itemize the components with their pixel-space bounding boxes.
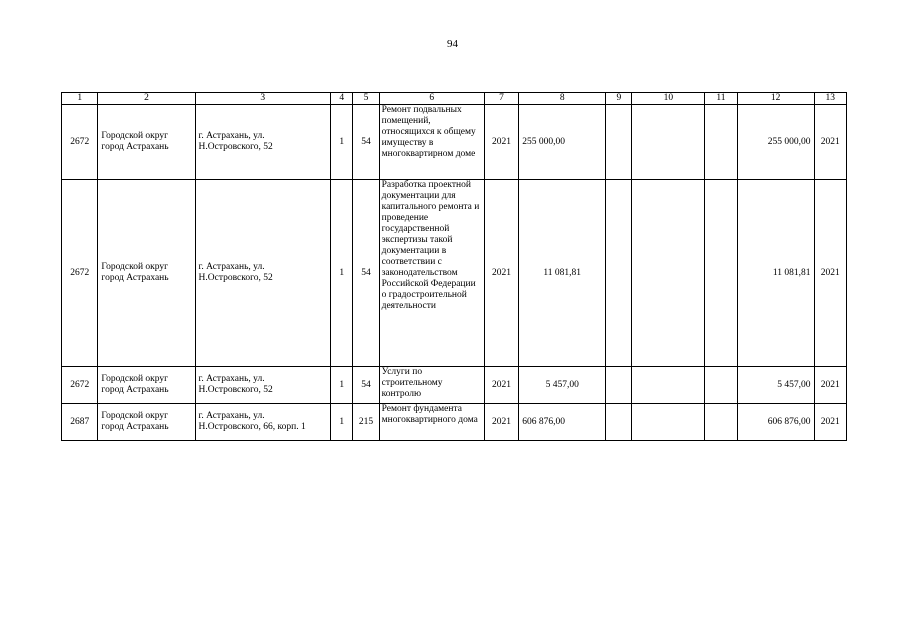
cell-municipality: Городской округ город Астрахань bbox=[98, 367, 195, 404]
cell-col12: 606 876,00 bbox=[737, 404, 814, 441]
cell-year: 2021 bbox=[484, 404, 518, 441]
register-table bbox=[61, 92, 847, 441]
table-header-row bbox=[62, 93, 847, 105]
cell-year: 2021 bbox=[484, 367, 518, 404]
header-cell: 4 bbox=[331, 93, 353, 105]
cell-col12: 11 081,81 bbox=[737, 180, 814, 367]
cell-col9 bbox=[606, 404, 632, 441]
cell-col13: 2021 bbox=[814, 404, 846, 441]
header-cell: 3 bbox=[195, 93, 331, 105]
header-cell: 8 bbox=[519, 93, 606, 105]
cell-address: г. Астрахань, ул. Н.Островского, 52 bbox=[195, 367, 331, 404]
cell-col10 bbox=[632, 105, 705, 180]
cell-year: 2021 bbox=[484, 180, 518, 367]
cell-col9 bbox=[606, 367, 632, 404]
cell-col4: 1 bbox=[331, 367, 353, 404]
cell-col11 bbox=[705, 367, 737, 404]
header-cell: 2 bbox=[98, 93, 195, 105]
cell-col4: 1 bbox=[331, 105, 353, 180]
cell-col4: 1 bbox=[331, 404, 353, 441]
cell-col10 bbox=[632, 180, 705, 367]
header-cell: 12 bbox=[737, 93, 814, 105]
cell-cost: 5 457,00 bbox=[519, 367, 606, 404]
header-cell: 13 bbox=[814, 93, 846, 105]
cell-cost: 255 000,00 bbox=[519, 105, 606, 180]
table-row bbox=[62, 180, 847, 367]
cell-municipality: Городской округ город Астрахань bbox=[98, 180, 195, 367]
cell-id: 2672 bbox=[62, 367, 98, 404]
cell-work-type: Услуги по строительному контролю bbox=[379, 367, 484, 404]
cell-col11 bbox=[705, 404, 737, 441]
cell-address: г. Астрахань, ул. Н.Островского, 52 bbox=[195, 105, 331, 180]
cell-col4: 1 bbox=[331, 180, 353, 367]
cell-id: 2672 bbox=[62, 105, 98, 180]
cell-col13: 2021 bbox=[814, 180, 846, 367]
cell-col10 bbox=[632, 367, 705, 404]
cell-col12: 5 457,00 bbox=[737, 367, 814, 404]
cell-work-type: Разработка проектной документации для капитального ремонта и проведение государственной экспертизы такой документации в соответствии с законодательством Российской Федерации о градостроительной деятельности bbox=[379, 180, 484, 367]
cell-col5: 54 bbox=[353, 180, 379, 367]
table-row bbox=[62, 367, 847, 404]
cell-col5: 215 bbox=[353, 404, 379, 441]
cell-year: 2021 bbox=[484, 105, 518, 180]
cell-address: г. Астрахань, ул. Н.Островского, 52 bbox=[195, 180, 331, 367]
table-row bbox=[62, 404, 847, 441]
cell-work-type: Ремонт фундамента многоквартирного дома bbox=[379, 404, 484, 441]
header-cell: 9 bbox=[606, 93, 632, 105]
cell-cost: 606 876,00 bbox=[519, 404, 606, 441]
page-number: 94 bbox=[447, 38, 458, 50]
cell-col13: 2021 bbox=[814, 105, 846, 180]
cell-col5: 54 bbox=[353, 105, 379, 180]
cell-col9 bbox=[606, 105, 632, 180]
header-cell: 10 bbox=[632, 93, 705, 105]
cell-work-type: Ремонт подвальных помещений, относящихся к общему имуществу в многоквартирном доме bbox=[379, 105, 484, 180]
cell-col11 bbox=[705, 105, 737, 180]
cell-id: 2672 bbox=[62, 180, 98, 367]
header-cell: 1 bbox=[62, 93, 98, 105]
cell-municipality: Городской округ город Астрахань bbox=[98, 105, 195, 180]
cell-cost: 11 081,81 bbox=[519, 180, 606, 367]
cell-col13: 2021 bbox=[814, 367, 846, 404]
header-cell: 6 bbox=[379, 93, 484, 105]
header-cell: 5 bbox=[353, 93, 379, 105]
cell-col10 bbox=[632, 404, 705, 441]
cell-col9 bbox=[606, 180, 632, 367]
cell-municipality: Городской округ город Астрахань bbox=[98, 404, 195, 441]
header-cell: 11 bbox=[705, 93, 737, 105]
header-cell: 7 bbox=[484, 93, 518, 105]
cell-col5: 54 bbox=[353, 367, 379, 404]
cell-id: 2687 bbox=[62, 404, 98, 441]
cell-address: г. Астрахань, ул. Н.Островского, 66, корп. 1 bbox=[195, 404, 331, 441]
table-row bbox=[62, 105, 847, 180]
cell-col11 bbox=[705, 180, 737, 367]
cell-col12: 255 000,00 bbox=[737, 105, 814, 180]
